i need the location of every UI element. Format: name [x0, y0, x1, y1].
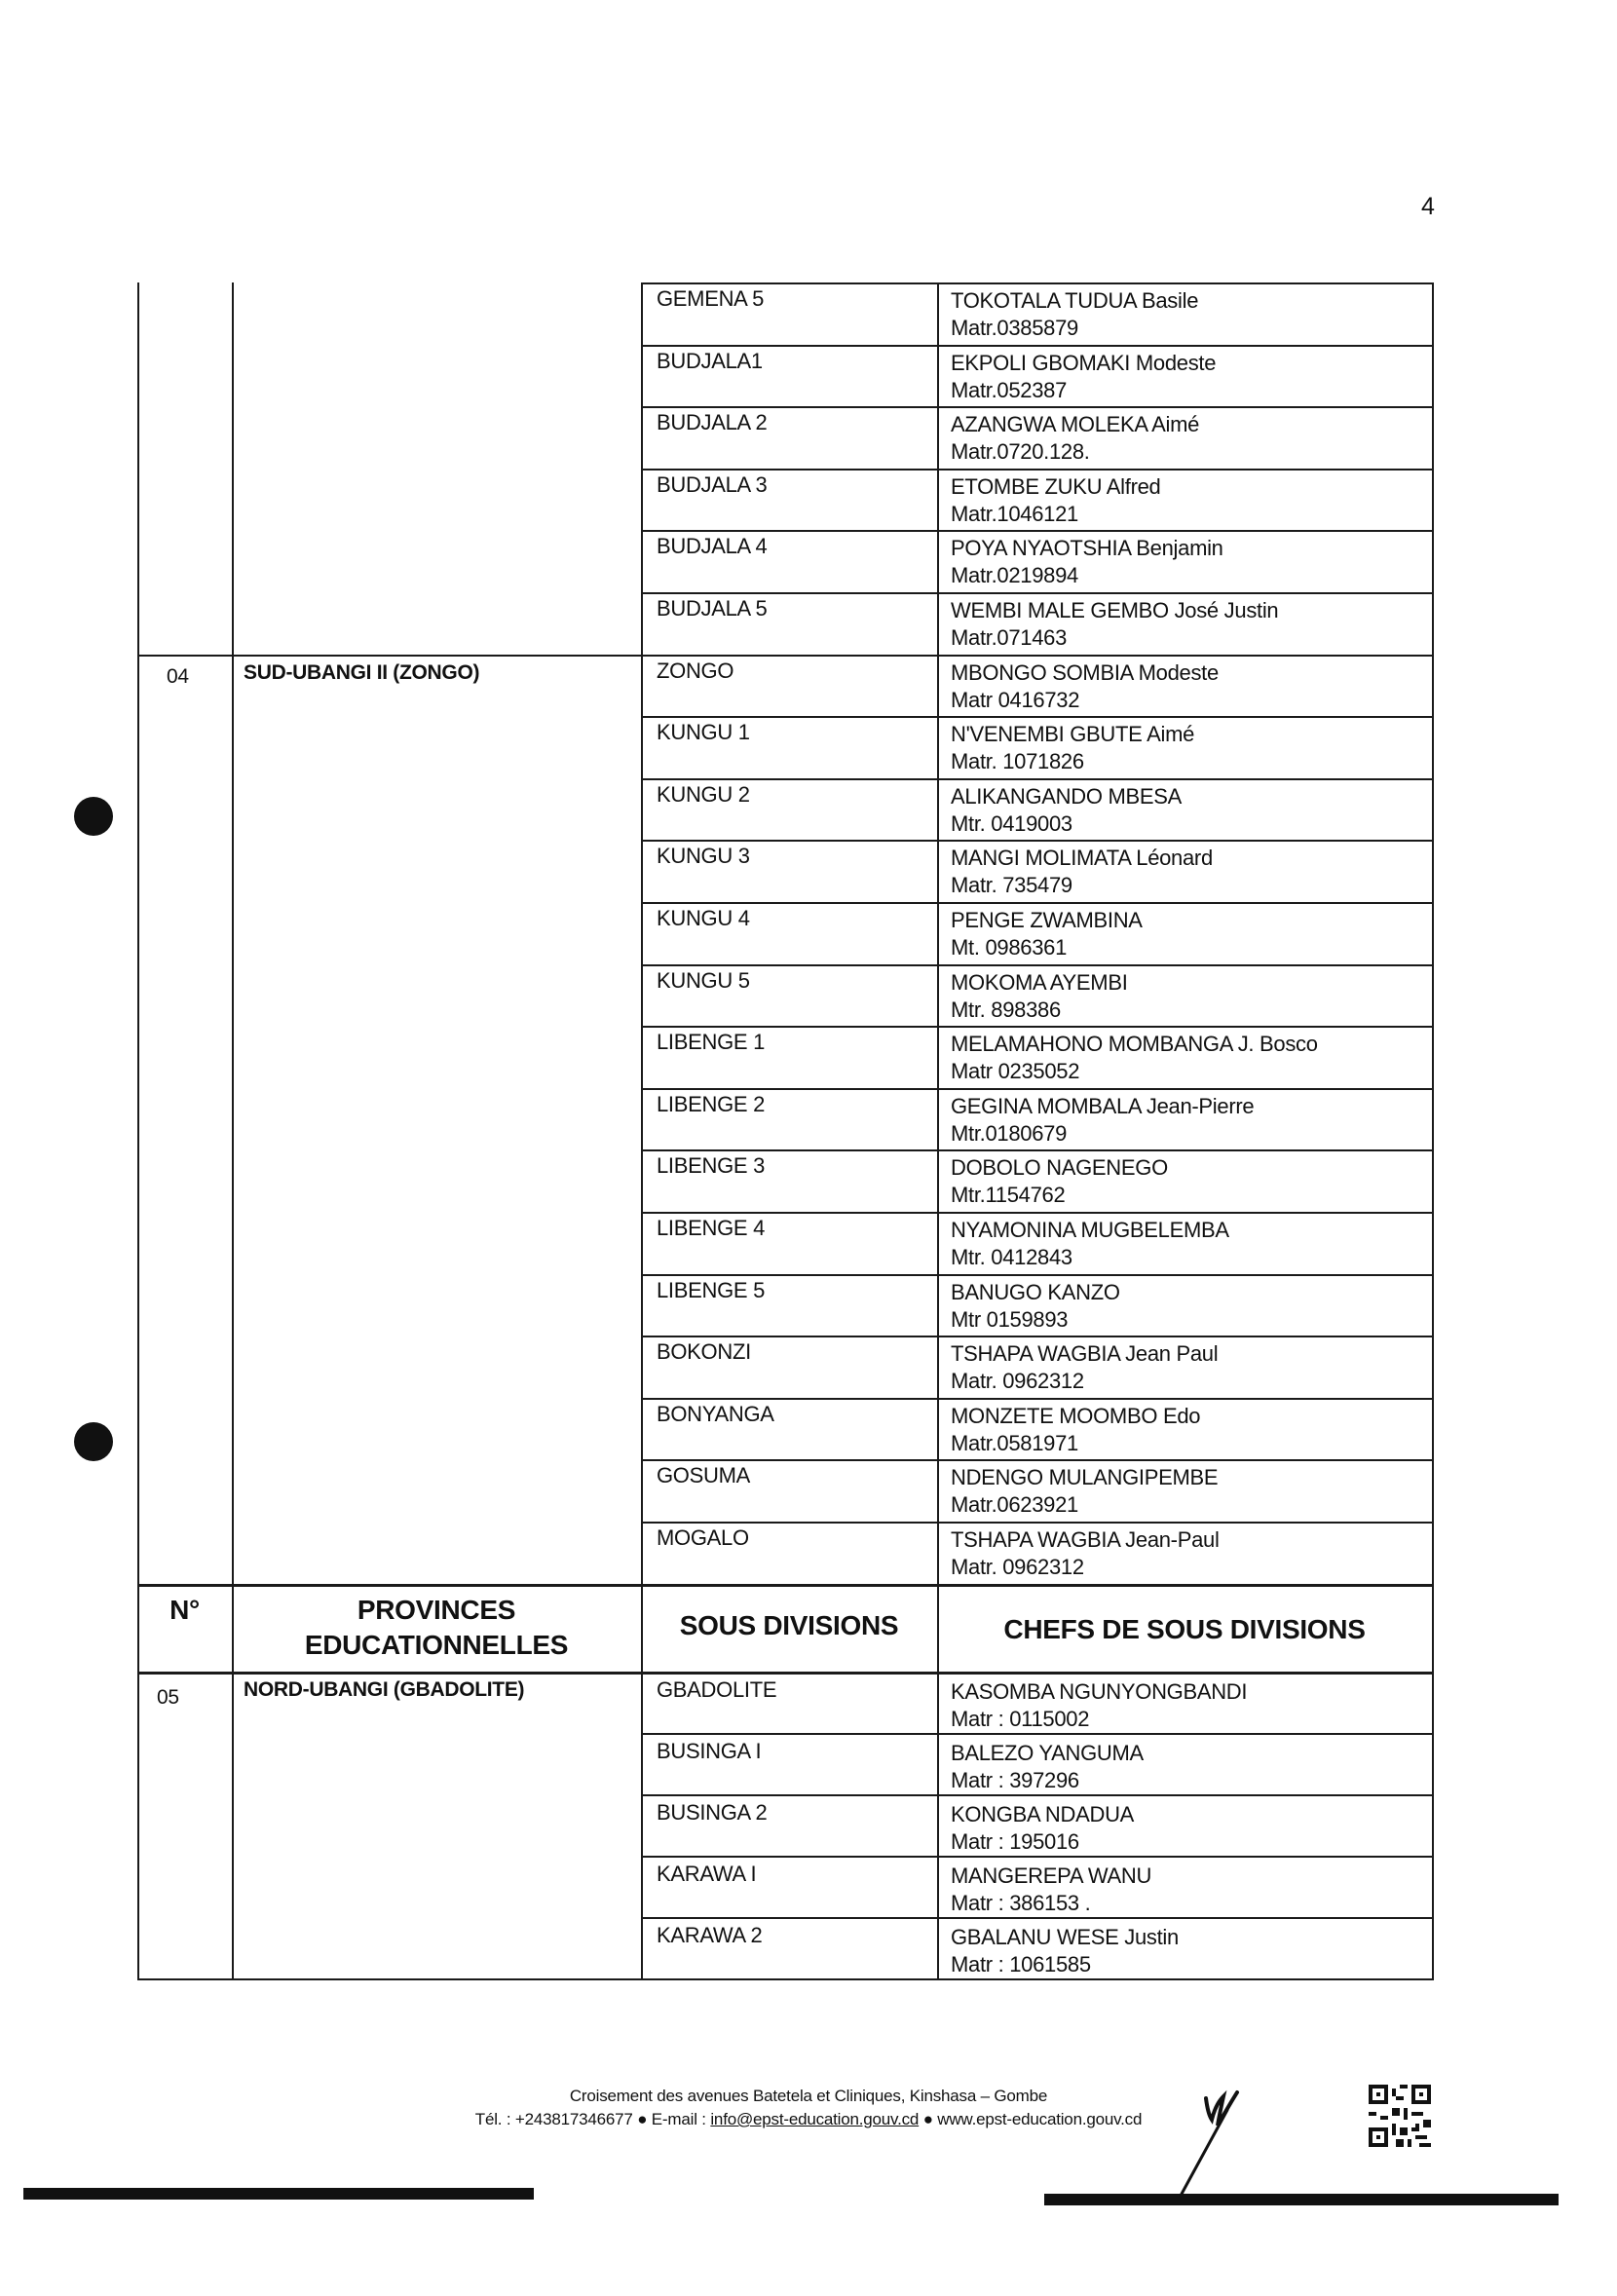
chief-matricule: Matr 0235052	[951, 1059, 1080, 1084]
footer-address: Croisement des avenues Batetela et Cliniques, Kinshasa – Gombe	[569, 2087, 1048, 2105]
chief-matricule: Matr.0219894	[951, 563, 1078, 588]
province-name: NORD-UBANGI (GBADOLITE)	[244, 1677, 525, 1701]
chief-matricule: Mtr. 898386	[951, 997, 1061, 1022]
chief-name: KONGBA NDADUA	[951, 1801, 1135, 1826]
footer-website: www.epst-education.gouv.cd	[937, 2110, 1143, 2128]
subdivision-name: GBADOLITE	[657, 1676, 777, 1702]
chief-name: MANGI MOLIMATA Léonard	[951, 846, 1213, 871]
subdivision-name: BONYANGA	[657, 1401, 774, 1426]
table-row-divider	[641, 1856, 1434, 1858]
province-number: 05	[157, 1685, 179, 1709]
subdivision-name: BOKONZI	[657, 1339, 751, 1365]
subdivision-name: BUDJALA1	[657, 348, 763, 373]
chief-matricule: Matr. 0962312	[951, 1555, 1084, 1579]
chief-matricule: Matr.1046121	[951, 501, 1078, 526]
table-border-bottom	[137, 1978, 1434, 1980]
table-row-divider	[641, 840, 1434, 842]
chief-name: PENGE ZWAMBINA	[951, 908, 1143, 932]
chief-name: TSHAPA WAGBIA Jean-Paul	[951, 1527, 1220, 1552]
chief-matricule: Matr.052387	[951, 377, 1068, 402]
subdivision-name: LIBENGE 4	[657, 1216, 766, 1240]
chief-matricule: Mtr.1154762	[951, 1183, 1066, 1208]
header-chief: CHEFS DE SOUS DIVISIONS	[1003, 1613, 1366, 1644]
subdivision-name: LIBENGE 5	[657, 1277, 766, 1302]
chief-name: NDENGO MULANGIPEMBE	[951, 1465, 1219, 1490]
province-divider	[137, 655, 641, 657]
table-row-divider	[641, 1794, 1434, 1796]
subdivision-name: KUNGU 2	[657, 781, 750, 807]
chief-name: POYA NYAOTSHIA Benjamin	[951, 536, 1223, 561]
chief-matricule: Mtr.0180679	[951, 1120, 1068, 1146]
subdivision-name: MOGALO	[657, 1525, 749, 1550]
chief-name: DOBOLO NAGENEGO	[951, 1155, 1168, 1181]
subdivision-name: BUSINGA I	[657, 1738, 762, 1763]
chief-matricule: Matr.0720.128.	[951, 439, 1090, 465]
chief-name: BALEZO YANGUMA	[951, 1740, 1144, 1765]
chief-name: GBALANU WESE Justin	[951, 1924, 1179, 1949]
chief-matricule: Mt. 0986361	[951, 935, 1068, 960]
chief-name: GEGINA MOMBALA Jean-Pierre	[951, 1093, 1255, 1118]
subdivision-name: KARAWA I	[657, 1861, 757, 1886]
table-column-divider	[937, 282, 939, 1978]
subdivision-name: LIBENGE 1	[657, 1030, 766, 1055]
table-column-divider	[232, 282, 234, 1978]
subdivision-name: KUNGU 3	[657, 844, 750, 869]
table-row-divider	[641, 1733, 1434, 1735]
bullet-icon: ●	[922, 2110, 938, 2128]
chief-matricule: Matr.071463	[951, 625, 1068, 650]
chief-name: BANUGO KANZO	[951, 1279, 1120, 1304]
table-border-right	[1432, 282, 1434, 1978]
footer-email-link[interactable]: info@epst-education.gouv.cd	[710, 2110, 920, 2128]
subdivision-name: LIBENGE 2	[657, 1091, 766, 1116]
punch-hole-mark	[74, 797, 113, 836]
subdivision-name: KUNGU 4	[657, 906, 750, 930]
province-number: 04	[167, 664, 189, 688]
chief-matricule: Matr. 735479	[951, 873, 1072, 898]
bullet-icon: ●	[637, 2110, 652, 2128]
subdivision-name: BUSINGA 2	[657, 1799, 768, 1825]
chief-matricule: Matr : 386153 .	[951, 1890, 1091, 1915]
table-row-divider	[641, 1917, 1434, 1919]
table-row-divider	[641, 1336, 1434, 1337]
header-province: PROVINCES	[357, 1594, 516, 1625]
table-row-divider	[641, 655, 1434, 657]
chief-name: N'VENEMBI GBUTE Aimé	[951, 722, 1195, 747]
chief-matricule: Matr. 1071826	[951, 749, 1084, 774]
header-number: N°	[169, 1594, 200, 1625]
province-name: SUD-UBANGI II (ZONGO)	[244, 660, 480, 684]
table-row-divider	[641, 1459, 1434, 1461]
subdivision-name: KUNGU 5	[657, 967, 750, 993]
chief-name: MBONGO SOMBIA Modeste	[951, 659, 1219, 685]
footer-phone: Tél. : +243817346677	[474, 2110, 633, 2128]
chief-name: ALIKANGANDO MBESA	[951, 783, 1182, 809]
chief-name: NYAMONINA MUGBELEMBA	[951, 1218, 1229, 1242]
chief-matricule: Mtr 0159893	[951, 1306, 1069, 1332]
chief-matricule: Matr 0416732	[951, 687, 1080, 712]
footer-right-bar	[1044, 2194, 1559, 2205]
header-subdivision: SOUS DIVISIONS	[679, 1609, 899, 1640]
subdivision-name: BUDJALA 5	[657, 596, 768, 621]
table-row-divider	[641, 964, 1434, 966]
chief-name: TSHAPA WAGBIA Jean Paul	[951, 1341, 1219, 1367]
subdivision-name: LIBENGE 3	[657, 1153, 766, 1179]
subdivision-name: KARAWA 2	[657, 1922, 763, 1947]
chief-matricule: Matr. 0962312	[951, 1369, 1084, 1394]
chief-matricule: Matr.0581971	[951, 1430, 1078, 1455]
subdivision-name: BUDJALA 3	[657, 471, 768, 497]
chief-matricule: Matr : 397296	[951, 1767, 1079, 1792]
table-row-divider	[641, 902, 1434, 904]
table-row-divider	[641, 716, 1434, 718]
header-top-border	[137, 1584, 1434, 1587]
table-column-divider	[641, 282, 643, 1978]
signature-mark	[1169, 2075, 1286, 2211]
subdivision-name: KUNGU 1	[657, 720, 750, 745]
footer-email-label: E-mail :	[651, 2110, 706, 2128]
chief-matricule: Matr.0623921	[951, 1492, 1078, 1518]
header-province-line2: EDUCATIONNELLES	[304, 1629, 569, 1660]
chief-name: MANGEREPA WANU	[951, 1863, 1152, 1888]
subdivision-name: BUDJALA 4	[657, 534, 768, 559]
chief-name: EKPOLI GBOMAKI Modeste	[951, 350, 1217, 375]
chief-name: MOKOMA AYEMBI	[951, 969, 1128, 995]
subdivision-name: GEMENA 5	[657, 286, 765, 311]
chief-name: AZANGWA MOLEKA Aimé	[951, 412, 1200, 437]
chief-matricule: Mtr. 0412843	[951, 1245, 1072, 1269]
chief-name: MONZETE MOOMBO Edo	[951, 1403, 1201, 1428]
subdivision-name: GOSUMA	[657, 1463, 750, 1488]
footer-contact	[409, 2108, 1208, 2131]
chief-matricule: Mtr. 0419003	[951, 810, 1072, 836]
header-bottom-border	[137, 1672, 1434, 1675]
footer-left-bar	[23, 2188, 534, 2200]
chief-matricule: Matr.0385879	[951, 316, 1078, 340]
chief-matricule: Matr : 0115002	[951, 1706, 1090, 1731]
qr-code-icon	[1369, 2085, 1431, 2147]
chief-name: MELAMAHONO MOMBANGA J. Bosco	[951, 1032, 1318, 1057]
table-row-divider	[641, 1522, 1434, 1524]
punch-hole-mark	[74, 1422, 113, 1461]
page-number: 4	[1421, 193, 1435, 220]
table-border-left	[137, 282, 139, 1978]
chief-name: WEMBI MALE GEMBO José Justin	[951, 598, 1279, 622]
chief-name: KASOMBA NGUNYONGBANDI	[951, 1678, 1248, 1704]
chief-matricule: Matr : 195016	[951, 1828, 1079, 1854]
subdivision-name: ZONGO	[657, 658, 734, 683]
chief-name: TOKOTALA TUDUA Basile	[951, 288, 1199, 313]
chief-name: ETOMBE ZUKU Alfred	[951, 473, 1161, 499]
table-row-divider	[641, 778, 1434, 780]
subdivision-name: BUDJALA 2	[657, 410, 768, 435]
chief-matricule: Matr : 1061585	[951, 1951, 1091, 1976]
